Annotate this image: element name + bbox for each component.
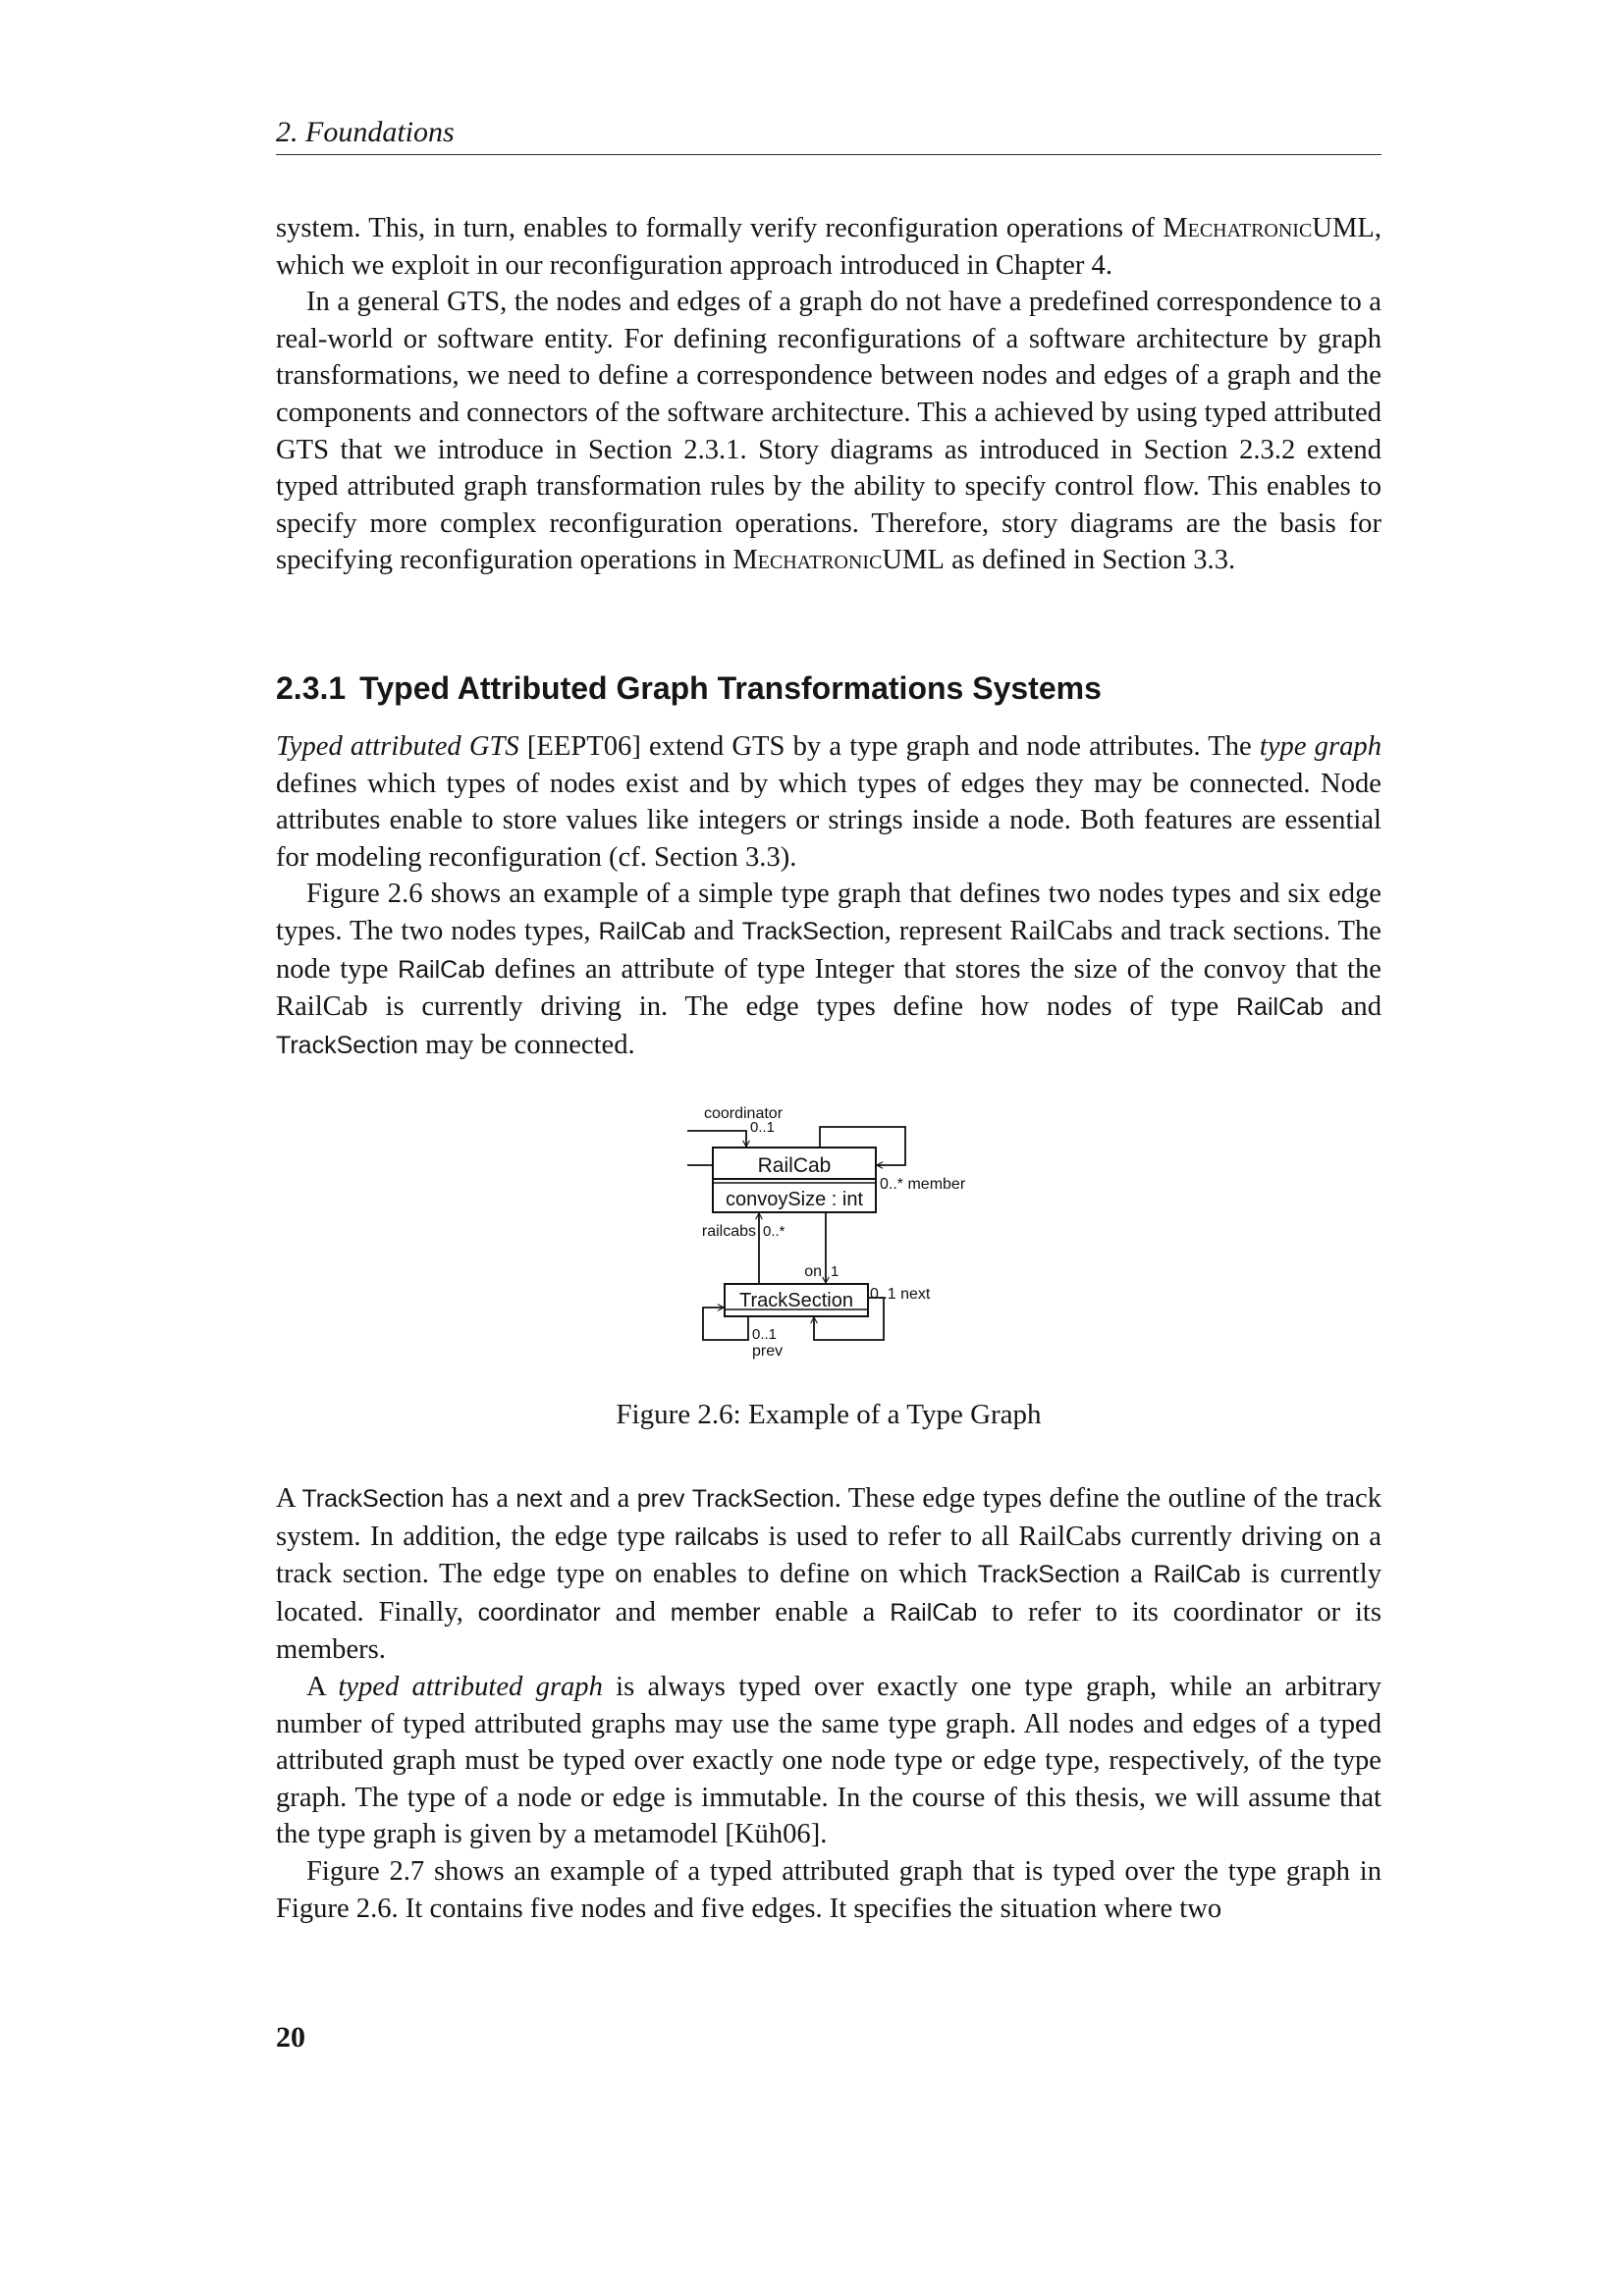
intro-text [276, 210, 1381, 579]
paragraph: In a general GTS, the nodes and edges of a graph do not have a predefined correspondence to a real-world or software entity. For defining reconfigurations of a software architecture by graph transformations, we need to define a correspondence between nodes and edges of a graph and the components and connectors of the software architecture. This a achieved by using typed attributed GTS that we introduce in Section 2.3.1. Story diagrams as introduced in Section 2.3.2 extend typed attributed graph transformation rules by the ability to specify control flow. This enables to specify more complex reconfiguration operations. Therefore, story diagrams are the basis for specifying reconfiguration operations in MechatronicUML as defined in Section 3.3. [276, 287, 1381, 576]
railcabs-multiplicity: 0..* [763, 1223, 785, 1240]
section-text [276, 728, 1381, 1064]
prev-label: prev [752, 1343, 784, 1360]
mechatronicuml-term: MechatronicUML [1163, 213, 1375, 243]
paragraph: A typed attributed graph is always typed over exactly one type graph, while an arbitrary number of typed attributed graphs may use the same type graph. All nodes and edges of a typed attributed graph must be typed over exactly one node type or edge type, respectively, of the type graph. The type of a node or edge is immutable. In the course of this thesis, we will assume that the type graph is given by a metamodel [Küh06]. [276, 1671, 1381, 1850]
mechatronicuml-term: MechatronicUML [732, 545, 945, 576]
page-number: 20 [276, 2021, 305, 2054]
type-graph-diagram [687, 1101, 982, 1376]
railcabs-label: railcabs [701, 1223, 756, 1240]
figure-caption: Figure 2.6: Example of a Type Graph [616, 1399, 1042, 1430]
next-label: 0..1 next [870, 1286, 931, 1303]
section-heading [276, 670, 1102, 707]
railcab-class-name: RailCab [757, 1154, 832, 1177]
on-multiplicity: 1 [831, 1263, 839, 1280]
paragraph: A TrackSection has a next and a prev TrackSection. These edge types define the outline of the track system. In addition, the edge type railcabs is used to refer to all RailCabs currently driving on a track section. The edge type on enables to define on which TrackSection a RailCab is currently located. Finally, coordinator and member enable a RailCab to refer to its coordinator or its members. [276, 1483, 1381, 1666]
section-number: 2.3.1 [276, 670, 347, 706]
paragraph: system. This, in turn, enables to formally verify reconfiguration operations of MechatronicUML, which we exploit in our reconfiguration approach introduced in Chapter 4. [276, 213, 1381, 281]
coordinator-label: coordinator [703, 1105, 784, 1122]
running-title: 2. Foundations [276, 116, 455, 148]
coordinator-multiplicity: 0..1 [750, 1119, 776, 1136]
tracksection-class-name: TrackSection [739, 1290, 853, 1311]
member-label: 0..* member [880, 1176, 966, 1193]
paragraph: Figure 2.7 shows an example of a typed attributed graph that is typed over the type graph in Figure 2.6. It contains five nodes and five edges. It specifies the situation where two [276, 1855, 1381, 1924]
railcab-attribute: convoySize : int [725, 1189, 864, 1210]
on-label: on [804, 1263, 822, 1280]
paragraph: Figure 2.6 shows an example of a simple type graph that defines two nodes types and six edge types. The two nodes types, RailCab and TrackSection, represent RailCabs and track sections. The node type RailCab defines an attribute of type Integer that stores the size of the convoy that the RailCab is currently driving in. The edge types define how nodes of type RailCab and TrackSection may be connected. [276, 879, 1381, 1060]
running-header [276, 110, 1381, 155]
paragraph: Typed attributed GTS [EEPT06] extend GTS by a type graph and node attributes. The type graph defines which types of nodes exist and by which types of edges they may be connected. Node attributes enable to store values like integers or strings inside a node. Both features are essential for modeling reconfiguration (cf. Section 3.3). [276, 731, 1381, 873]
prev-multiplicity: 0..1 [752, 1326, 778, 1343]
post-figure-text [276, 1480, 1381, 1927]
section-title: Typed Attributed Graph Transformations Systems [359, 670, 1102, 706]
